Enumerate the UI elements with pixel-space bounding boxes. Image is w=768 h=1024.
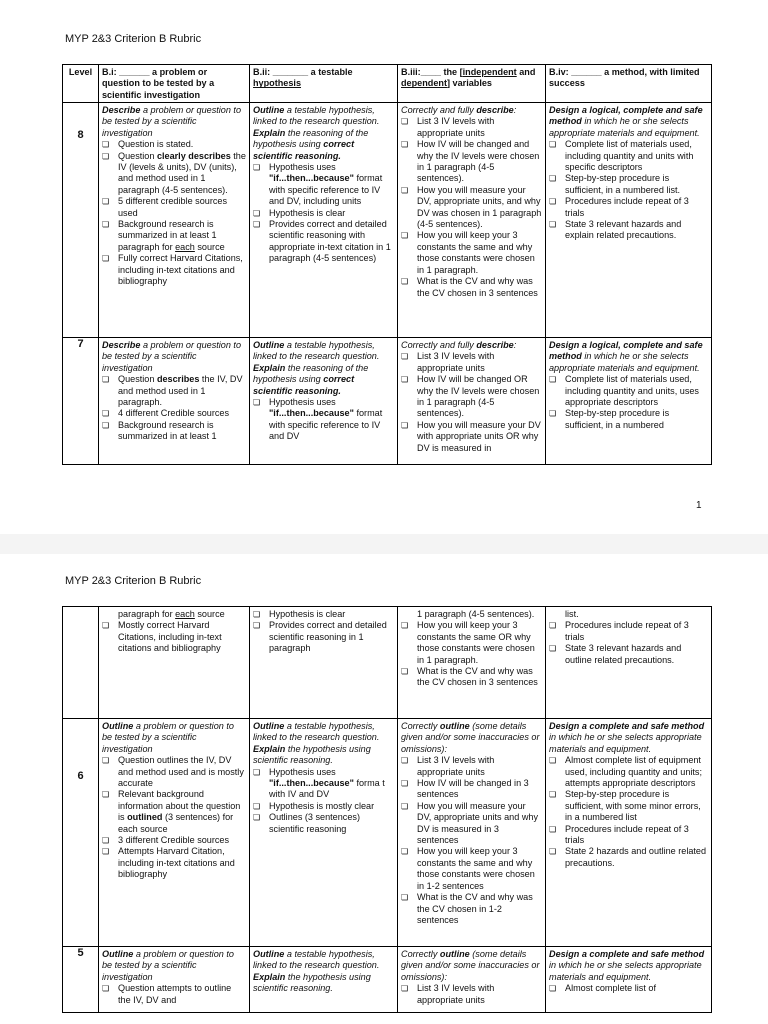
page-separator bbox=[0, 534, 768, 554]
continuation-bii bbox=[250, 607, 398, 719]
checkbox-item: ❏ Procedures include repeat of 3 trials bbox=[549, 196, 708, 219]
level-5-biv: Design a complete and safe method in which he or she selects appropriate materials and equipment. ❏ Almost complete list of bbox=[546, 947, 712, 1013]
checkbox-item: ❏ Attempts Harvard Citation, including in-text citations and bibliography bbox=[102, 846, 246, 880]
level-5-bi: Outline a problem or question to be tested by a scientific investigation ❏ Question attempts to outline the IV, DV and bbox=[99, 947, 250, 1013]
page-header-2: MYP 2&3 Criterion B Rubric bbox=[65, 575, 202, 587]
checkbox-item: ❏ Step-by-step procedure is sufficient, with some minor errors, in a numbered list bbox=[549, 789, 708, 823]
page-header: MYP 2&3 Criterion B Rubric bbox=[65, 33, 202, 45]
checkbox-item: ❏ Question attempts to outline the IV, DV and bbox=[102, 983, 246, 1006]
continuation-bi: paragraph for each source ❏ Mostly correct Harvard Citations, including in-text citations and bibliography bbox=[99, 607, 250, 719]
checkbox-item: ❏ Fully correct Harvard Citations, including in-text citations and bibliography bbox=[102, 253, 246, 287]
checkbox-item: ❏ How you will keep your 3 constants the same OR why those constants were chosen in 1 paragraph. bbox=[401, 620, 542, 666]
checkbox-item: ❏ 5 different credible sources used bbox=[102, 196, 246, 219]
checkbox-item: ❏ What is the CV and why was the CV chosen in 3 sentences bbox=[401, 276, 542, 299]
checkbox-item: ❏ Hypothesis uses "if...then...because" forma t with IV and DV bbox=[253, 767, 394, 801]
level-5-biii: Correctly outline (some details given and/or some inaccuracies or omissions): ❏ List 3 IV levels with appropriate units bbox=[398, 947, 546, 1013]
checkbox-item: ❏ List 3 IV levels with appropriate units bbox=[401, 116, 542, 139]
checkbox-item: ❏ Step-by-step procedure is sufficient, in a numbered bbox=[549, 408, 708, 431]
checkbox-item: ❏ Provides correct and detailed scientific reasoning in 1 paragraph bbox=[253, 620, 394, 654]
checkbox-item: ❏ Complete list of materials used, including quantity and units, uses appropriate descriptors bbox=[549, 374, 708, 408]
checkbox-item: ❏ How you will keep your 3 constants the same and why those constants were chosen in 1-2 sentences bbox=[401, 846, 542, 892]
continuation-biv: list. ❏ Procedures include repeat of 3 trials ❏ State 3 relevant hazards and outline related precautions. bbox=[546, 607, 712, 719]
header-biii: B.iii:____ the [independent and dependent] variables bbox=[398, 65, 546, 103]
checkbox-item: ❏ Question is stated. bbox=[102, 139, 246, 150]
level-6-bi: Outline a problem or question to be tested by a scientific investigation ❏ Question outlines the IV, DV and method used and is mostly accurate ❏ Relevant background information about the question is outlined (3 sentences) for each source ❏ 3 different Credible sources ❏ Attempts Harvard Citation, including in-text citations and bibliography bbox=[99, 719, 250, 947]
checkbox-item: ❏ Hypothesis uses "if...then...because" format with specific reference to IV and DV, including units bbox=[253, 162, 394, 208]
checkbox-item: ❏ 3 different Credible sources bbox=[102, 835, 246, 846]
checkbox-item: ❏ Hypothesis is clear bbox=[253, 208, 394, 219]
checkbox-item: ❏ Outlines (3 sentences) scientific reasoning bbox=[253, 812, 394, 835]
level-6-row bbox=[63, 719, 712, 947]
checkbox-item: ❏ What is the CV and why was the CV chosen in 1-2 sentences bbox=[401, 892, 542, 926]
checkbox-item: ❏ State 2 hazards and outline related precautions. bbox=[549, 846, 708, 869]
level-7-bii: Outline a testable hypothesis, linked to the research question. Explain the reasoning of the hypothesis using correct scientific reasoning. ❏ Hypothesis uses "if...then...because" format with specific reference to IV and DV bbox=[250, 338, 398, 465]
level-7-biii: Correctly and fully describe: ❏ List 3 IV levels with appropriate units ❏ How IV will be changed OR why the IV levels were chosen in 1 paragraph (4-5 sentences). ❏ How you will measure your DV with appropriate units OR why DV is measured in bbox=[398, 338, 546, 465]
checkbox-item: ❏ State 3 relevant hazards and explain related precautions. bbox=[549, 219, 708, 242]
checkbox-item: ❏ How you will keep your 3 constants the same and why those constants were chosen in 1 paragraph. bbox=[401, 230, 542, 276]
header-level: Level bbox=[63, 65, 99, 103]
checkbox-item: ❏ How you will measure your DV with appropriate units OR why DV is measured in bbox=[401, 420, 542, 454]
header-biv: B.iv: ______ a method, with limited success bbox=[546, 65, 712, 103]
level-8-row bbox=[63, 103, 712, 338]
checkbox-item: ❏ State 3 relevant hazards and outline related precautions. bbox=[549, 643, 708, 666]
rubric-table-page2 bbox=[62, 606, 712, 1013]
checkbox-item: ❏ Question describes the IV, DV and method used in 1 paragraph. bbox=[102, 374, 246, 408]
level-7-bi: Describe a problem or question to be tested by a scientific investigation ❏ Question describes the IV, DV and method used in 1 paragraph. ❏ 4 different Credible sources ❏ Background research is summarized in at least 1 bbox=[99, 338, 250, 465]
checkbox-item: ❏ Procedures include repeat of 3 trials bbox=[549, 824, 708, 847]
checkbox-item: ❏ Question clearly describes the IV (levels & units), DV (units), and method used in 1 paragraph (4-5 sentences). bbox=[102, 151, 246, 197]
checkbox-item: ❏ Question outlines the IV, DV and method used and is mostly accurate bbox=[102, 755, 246, 789]
checkbox-item: ❏ List 3 IV levels with appropriate units bbox=[401, 755, 542, 778]
level-8-biv: Design a logical, complete and safe method in which he or she selects appropriate materials and equipment. ❏ Complete list of materials used, including quantity and units with specific descriptors ❏ Step-by-step procedure is sufficient, in a numbered list. ❏ Procedures include repeat of 3 trials ❏ State 3 relevant hazards and explain related precautions. bbox=[546, 103, 712, 338]
level-8-bi: Describe a problem or question to be tested by a scientific investigation ❏ Question is stated. ❏ Question clearly describes the IV (levels & units), DV (units), and method used in 1 paragraph (4-5 sentences). ❏ 5 different credible sources used ❏ Background research is summarized in at least 1 paragraph for each source ❏ Fully correct Harvard Citations, including in-text citations and bibliography bbox=[99, 103, 250, 338]
checkbox-item: ❏ Almost complete list of bbox=[549, 983, 708, 994]
level-6-biii: Correctly outline (some details given and/or some inaccuracies or omissions): ❏ List 3 IV levels with appropriate units ❏ How IV will be changed in 3 sentences ❏ How you will measure your DV, appropriate units and why DV is measured in 3 sentences ❏ How you will keep your 3 constants the same and why those constants were chosen in 1-2 sentences ❏ What is the CV and why was the CV chosen in 1-2 sentences bbox=[398, 719, 546, 947]
level-7-row bbox=[63, 338, 712, 465]
level-8-bii: Outline a testable hypothesis, linked to the research question. Explain the reasoning of the hypothesis using correct scientific reasoning. ❏ Hypothesis uses "if...then...because" format with specific reference to IV and DV, including units ❏ Hypothesis is clear ❏ Provides correct and detailed scientific reasoning with appropriate in-text citation in 1 paragraph (4-5 sentences) bbox=[250, 103, 398, 338]
checkbox-item: ❏ How you will measure your DV, appropriate units, and why DV was chosen in 1 paragraph (4-5 sentences). bbox=[401, 185, 542, 231]
checkbox-item: ❏ Complete list of materials used, including quantity and units with specific descriptors bbox=[549, 139, 708, 173]
checkbox-item: ❏ Procedures include repeat of 3 trials bbox=[549, 620, 708, 643]
level-8-label: 8 bbox=[63, 103, 99, 338]
header-bi: B.i: ______ a problem or question to be tested by a scientific investigation bbox=[99, 65, 250, 103]
checkbox-item: ❏ Provides correct and detailed scientific reasoning with appropriate in-text citation in 1 paragraph (4-5 sentences) bbox=[253, 219, 394, 265]
checkbox-item: ❏ Mostly correct Harvard Citations, including in-text citations and bibliography bbox=[102, 620, 246, 654]
continuation-biii: 1 paragraph (4-5 sentences). ❏ How you will keep your 3 constants the same OR why those constants were chosen in 1 paragraph. ❏ What is the CV and why was the CV chosen in 3 sentences bbox=[398, 607, 546, 719]
checkbox-item: ❏ How IV will be changed OR why the IV levels were chosen in 1 paragraph (4-5 sentences). bbox=[401, 374, 542, 420]
checkbox-item: ❏ What is the CV and why was the CV chosen in 3 sentences bbox=[401, 666, 542, 689]
checkbox-item: ❏ Relevant background information about the question is outlined (3 sentences) for each source bbox=[102, 789, 246, 835]
rubric-table-page1 bbox=[62, 64, 712, 465]
checkbox-item: ❏ Hypothesis is clear bbox=[253, 609, 394, 620]
page-number: 1 bbox=[696, 500, 702, 511]
checkbox-item: ❏ List 3 IV levels with appropriate units bbox=[401, 983, 542, 1006]
checkbox-item: ❏ Background research is summarized in at least 1 paragraph for each source bbox=[102, 219, 246, 253]
level-8-biii: Correctly and fully describe: ❏ List 3 IV levels with appropriate units ❏ How IV will be changed and why the IV levels were chosen in 1 paragraph (4-5 sentences). ❏ How you will measure your DV, appropriate units, and why DV was chosen in 1 paragraph (4-5 sentences). ❏ How you will keep your 3 constants the same and why those constants were chosen in 1 paragraph. ❏ What is the CV and why was the CV chosen in 3 sentences bbox=[398, 103, 546, 338]
checkbox-item: ❏ How IV will be changed in 3 sentences bbox=[401, 778, 542, 801]
checkbox-item: ❏ Step-by-step procedure is sufficient, in a numbered list. bbox=[549, 173, 708, 196]
level-7-biv: Design a logical, complete and safe method in which he or she selects appropriate materials and equipment. ❏ Complete list of materials used, including quantity and units, uses appropriate descriptors ❏ Step-by-step procedure is sufficient, in a numbered bbox=[546, 338, 712, 465]
level-5-bii: Outline a testable hypothesis, linked to the research question. Explain the hypothesis using scientific reasoning. bbox=[250, 947, 398, 1013]
continuation-row bbox=[63, 607, 712, 719]
level-5-row bbox=[63, 947, 712, 1013]
header-bii: B.ii: _______ a testable hypothesis bbox=[250, 65, 398, 103]
checkbox-item: ❏ 4 different Credible sources bbox=[102, 408, 246, 419]
checkbox-item: ❏ How IV will be changed and why the IV levels were chosen in 1 paragraph (4-5 sentences). bbox=[401, 139, 542, 185]
level-5-label: 5 bbox=[63, 947, 99, 1013]
checkbox-item: ❏ Almost complete list of equipment used, including quantity and units; attempts appropriate descriptors bbox=[549, 755, 708, 789]
checkbox-item: ❏ Hypothesis is mostly clear bbox=[253, 801, 394, 812]
checkbox-item: ❏ Hypothesis uses "if...then...because" format with specific reference to IV and DV bbox=[253, 397, 394, 443]
checkbox-item: ❏ How you will measure your DV, appropriate units and why DV is measured in 3 sentences bbox=[401, 801, 542, 847]
level-6-label: 6 bbox=[63, 719, 99, 947]
level-6-bii: Outline a testable hypothesis, linked to the research question. Explain the hypothesis using scientific reasoning. ❏ Hypothesis uses "if...then...because" forma t with IV and DV ❏ Hypothesis is mostly clear ❏ Outlines (3 sentences) scientific reasoning bbox=[250, 719, 398, 947]
checkbox-item: ❏ List 3 IV levels with appropriate units bbox=[401, 351, 542, 374]
checkbox-item: ❏ Background research is summarized in at least 1 bbox=[102, 420, 246, 443]
level-6-biv: Design a complete and safe method in which he or she selects appropriate materials and equipment. ❏ Almost complete list of equipment used, including quantity and units; attempts appropriate descriptors ❏ Step-by-step procedure is sufficient, with some minor errors, in a numbered list ❏ Procedures include repeat of 3 trials ❏ State 2 hazards and outline related precautions. bbox=[546, 719, 712, 947]
continuation-level bbox=[63, 607, 99, 719]
header-row bbox=[63, 65, 712, 103]
level-7-label: 7 bbox=[63, 338, 99, 465]
